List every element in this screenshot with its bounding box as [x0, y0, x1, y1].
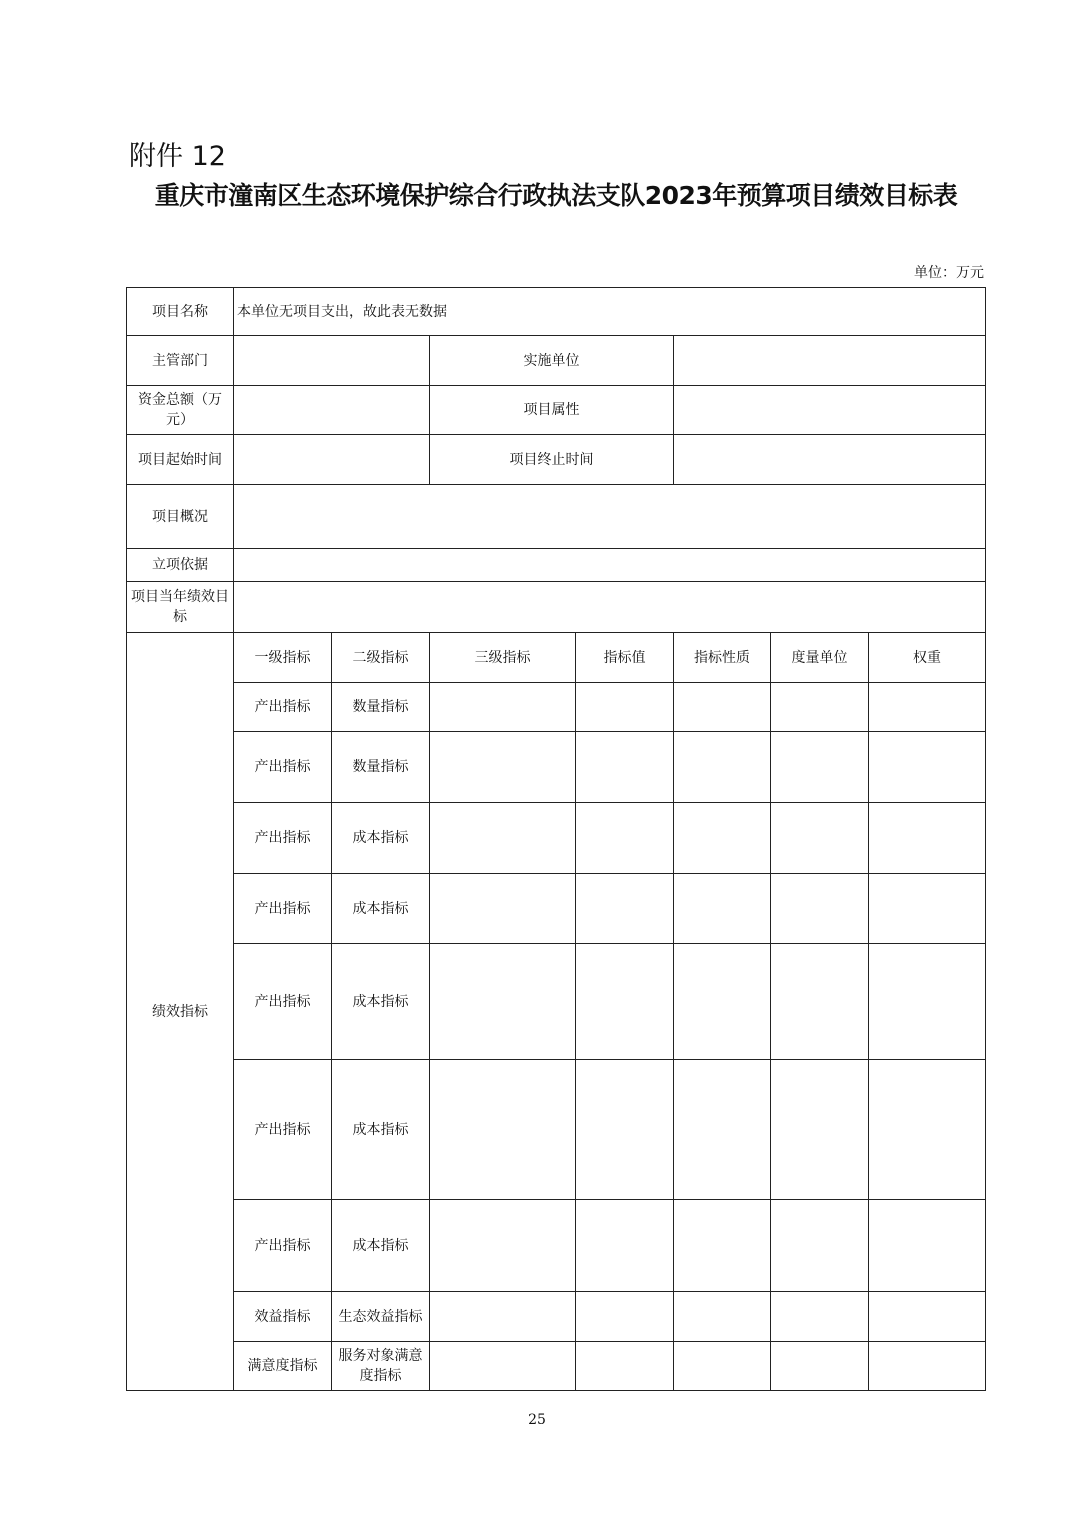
empty-cell — [771, 1060, 869, 1200]
empty-cell — [771, 803, 869, 874]
value-cell — [674, 336, 986, 386]
empty-cell — [674, 874, 771, 944]
performance-table — [126, 287, 986, 1391]
empty-cell — [430, 874, 576, 944]
empty-cell — [771, 1342, 869, 1391]
indicator-row — [127, 1342, 986, 1391]
empty-cell — [869, 874, 986, 944]
level1-indicator: 产出指标 — [234, 1060, 332, 1200]
empty-cell — [674, 944, 771, 1060]
indicator-row — [127, 874, 986, 944]
empty-cell — [674, 1200, 771, 1292]
level1-indicator: 效益指标 — [234, 1292, 332, 1342]
empty-cell — [576, 1292, 674, 1342]
label-cell: 主管部门 — [127, 336, 234, 386]
label-cell: 项目当年绩效目标 — [127, 582, 234, 633]
label-cell: 实施单位 — [430, 336, 674, 386]
empty-cell — [771, 1200, 869, 1292]
indicator-row — [127, 1060, 986, 1200]
level2-indicator: 成本指标 — [332, 1060, 430, 1200]
value-cell — [674, 435, 986, 485]
value-cell — [234, 435, 430, 485]
empty-cell — [430, 1342, 576, 1391]
level1-indicator: 产出指标 — [234, 803, 332, 874]
empty-cell — [576, 874, 674, 944]
empty-cell — [576, 944, 674, 1060]
label-cell: 项目属性 — [430, 386, 674, 435]
label-cell: 绩效指标 — [127, 633, 234, 1391]
value-cell — [234, 549, 986, 582]
label-cell: 项目终止时间 — [430, 435, 674, 485]
empty-cell — [674, 1342, 771, 1391]
empty-cell — [771, 944, 869, 1060]
level1-indicator: 产出指标 — [234, 874, 332, 944]
empty-cell — [576, 1200, 674, 1292]
column-header: 度量单位 — [771, 633, 869, 683]
empty-cell — [430, 803, 576, 874]
indicator-row — [127, 732, 986, 803]
level2-indicator: 生态效益指标 — [332, 1292, 430, 1342]
empty-cell — [576, 1060, 674, 1200]
empty-cell — [869, 1200, 986, 1292]
level2-indicator: 数量指标 — [332, 683, 430, 732]
empty-cell — [869, 803, 986, 874]
empty-cell — [430, 944, 576, 1060]
empty-cell — [771, 683, 869, 732]
empty-cell — [869, 683, 986, 732]
attachment-label: 附件 12 — [129, 141, 226, 172]
empty-cell — [576, 732, 674, 803]
label-cell: 立项依据 — [127, 549, 234, 582]
document-title: 重庆市潼南区生态环境保护综合行政执法支队2023年预算项目绩效目标表 — [154, 181, 958, 210]
empty-cell — [869, 1342, 986, 1391]
level2-indicator: 成本指标 — [332, 803, 430, 874]
empty-cell — [430, 1200, 576, 1292]
level2-indicator: 成本指标 — [332, 944, 430, 1060]
empty-cell — [869, 732, 986, 803]
column-header: 一级指标 — [234, 633, 332, 683]
column-header: 权重 — [869, 633, 986, 683]
level2-indicator: 服务对象满意度指标 — [332, 1342, 430, 1391]
empty-cell — [869, 1292, 986, 1342]
empty-cell — [430, 683, 576, 732]
empty-cell — [674, 683, 771, 732]
empty-cell — [771, 1292, 869, 1342]
label-cell: 资金总额（万元） — [127, 386, 234, 435]
value-cell — [234, 485, 986, 549]
column-header: 二级指标 — [332, 633, 430, 683]
level2-indicator: 成本指标 — [332, 1200, 430, 1292]
column-header: 指标性质 — [674, 633, 771, 683]
empty-cell — [674, 1060, 771, 1200]
value-cell — [234, 582, 986, 633]
level1-indicator: 满意度指标 — [234, 1342, 332, 1391]
indicator-row — [127, 1292, 986, 1342]
empty-cell — [430, 1060, 576, 1200]
empty-cell — [430, 1292, 576, 1342]
indicator-row — [127, 944, 986, 1060]
empty-cell — [674, 1292, 771, 1342]
value-cell — [674, 386, 986, 435]
value-cell — [234, 386, 430, 435]
value-cell: 本单位无项目支出，故此表无数据 — [234, 288, 986, 336]
label-cell: 项目概况 — [127, 485, 234, 549]
empty-cell — [771, 874, 869, 944]
indicator-row — [127, 803, 986, 874]
level1-indicator: 产出指标 — [234, 732, 332, 803]
level1-indicator: 产出指标 — [234, 1200, 332, 1292]
level1-indicator: 产出指标 — [234, 944, 332, 1060]
level1-indicator: 产出指标 — [234, 683, 332, 732]
label-cell: 项目起始时间 — [127, 435, 234, 485]
column-header: 三级指标 — [430, 633, 576, 683]
unit-label: 单位：万元 — [914, 265, 984, 281]
empty-cell — [576, 803, 674, 874]
empty-cell — [576, 1342, 674, 1391]
indicator-row — [127, 1200, 986, 1292]
page-number: 25 — [528, 1412, 546, 1428]
value-cell — [234, 336, 430, 386]
indicator-row — [127, 683, 986, 732]
empty-cell — [430, 732, 576, 803]
empty-cell — [674, 732, 771, 803]
column-header: 指标值 — [576, 633, 674, 683]
empty-cell — [674, 803, 771, 874]
empty-cell — [576, 683, 674, 732]
empty-cell — [869, 1060, 986, 1200]
level2-indicator: 数量指标 — [332, 732, 430, 803]
empty-cell — [869, 944, 986, 1060]
level2-indicator: 成本指标 — [332, 874, 430, 944]
empty-cell — [771, 732, 869, 803]
label-cell: 项目名称 — [127, 288, 234, 336]
